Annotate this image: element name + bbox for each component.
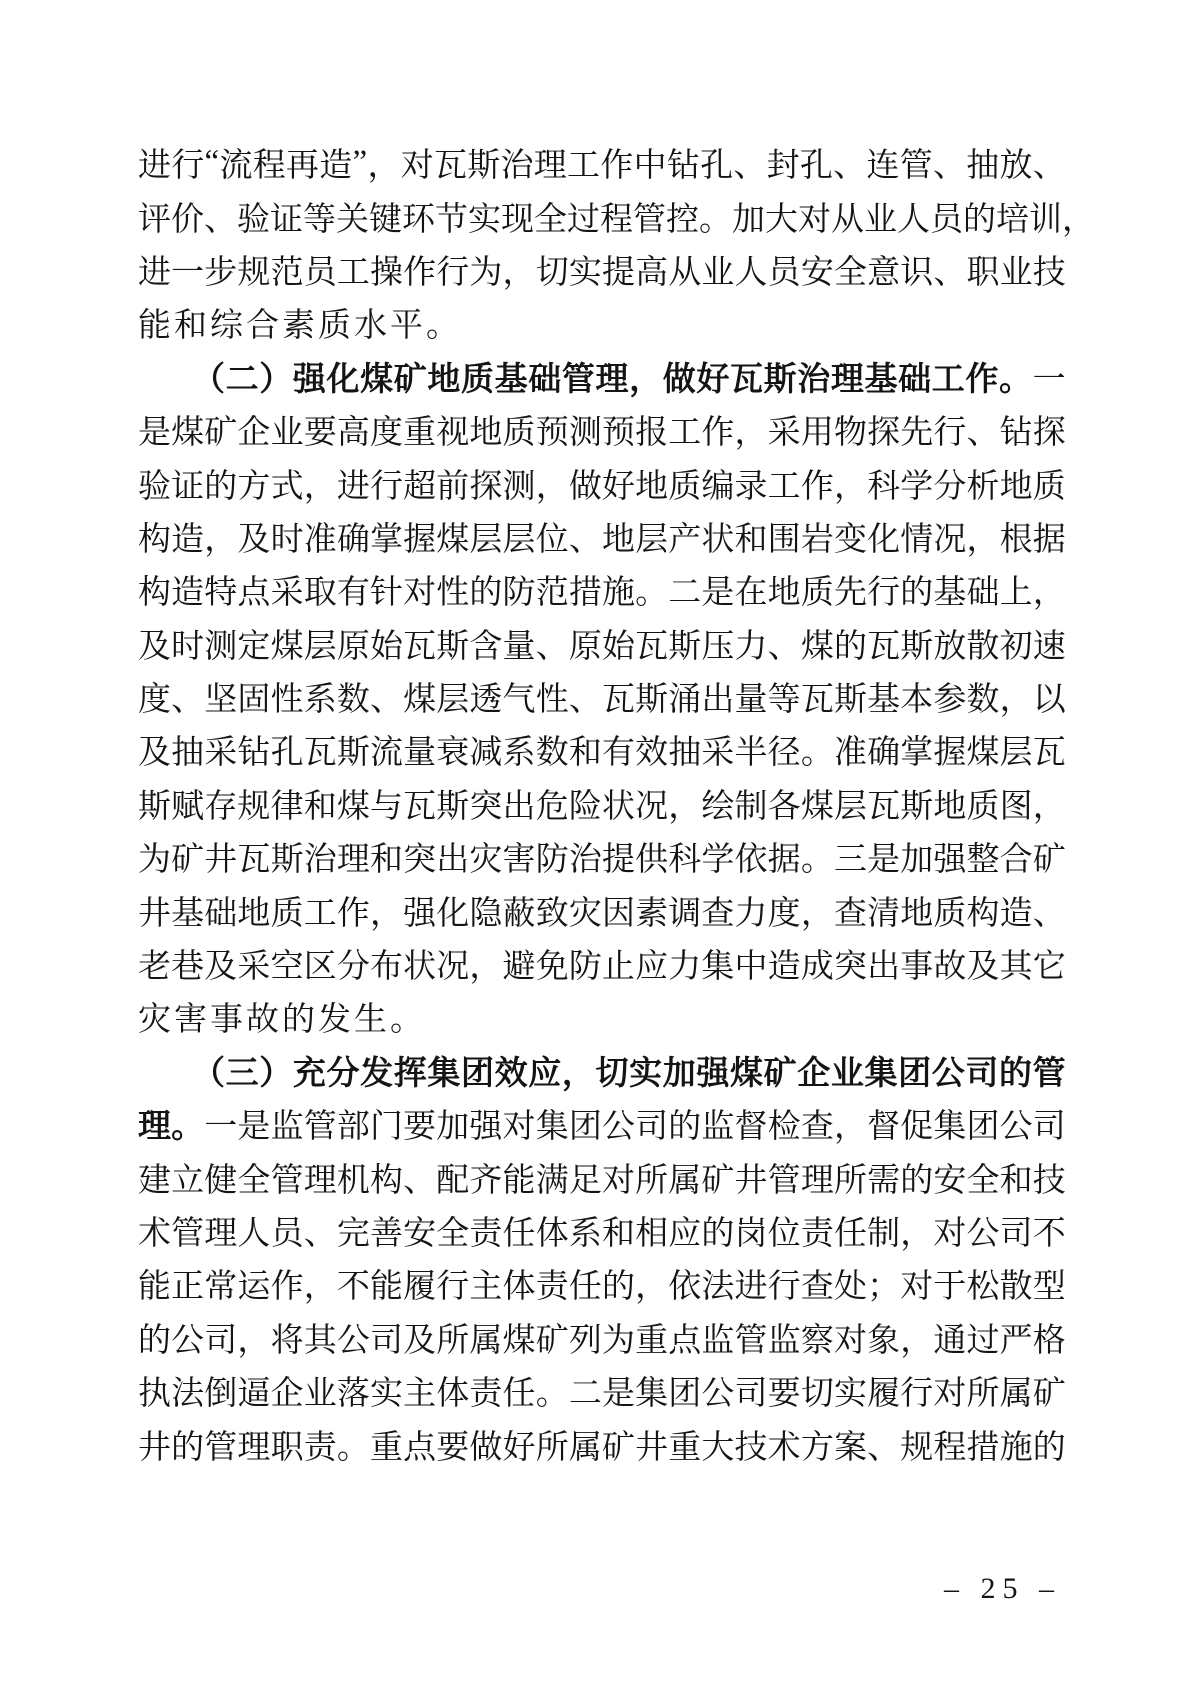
text-line: （ 二 ） 强 化 煤 矿 地 质 基 础 管 理 ， 做 好 瓦 斯 治 理 基 础 工 作 。 一 bbox=[192, 361, 1066, 398]
text-line: 灾 害 事 故 的 发 生 。 bbox=[138, 1002, 423, 1039]
text-line: 老 巷 及 采 空 区 分 布 状 况 ， 避 免 防 止 应 力 集 中 造 成 突 出 事 故 及 其 它 bbox=[138, 949, 1066, 986]
text-line: 构 造 ， 及 时 准 确 掌 握 煤 层 层 位 、 地 层 产 状 和 围 岩 变 化 情 况 ， 根 据 bbox=[138, 521, 1066, 558]
text-line: 进 一 步 规 范 员 工 操 作 行 为 ， 切 实 提 高 从 业 人 员 安 全 意 识 、 职 业 技 bbox=[138, 254, 1066, 291]
text-line: 为 矿 井 瓦 斯 治 理 和 突 出 灾 害 防 治 提 供 科 学 依 据 。 三 是 加 强 整 合 矿 bbox=[138, 842, 1066, 879]
text-line: 能 正 常 运 作 ， 不 能 履 行 主 体 责 任 的 ， 依 法 进 行 查 处 ； 对 于 松 散 型 bbox=[138, 1269, 1066, 1306]
text-line: 井 基 础 地 质 工 作 ， 强 化 隐 蔽 致 灾 因 素 调 查 力 度 ， 查 清 地 质 构 造 、 bbox=[138, 895, 1066, 932]
text-line: 术 管 理 人 员 、 完 善 安 全 责 任 体 系 和 相 应 的 岗 位 责 任 制 ， 对 公 司 不 bbox=[138, 1216, 1066, 1252]
document-body bbox=[138, 136, 1095, 1471]
text-line: 评 价 、 验 证 等 关 键 环 节 实 现 全 过 程 管 控 。 加 大 对 从 业 人 员 的 培 训 ， bbox=[138, 201, 1095, 238]
page-number: – 25 – bbox=[944, 1572, 1061, 1605]
text-line: 及 抽 采 钻 孔 瓦 斯 流 量 衰 减 系 数 和 有 效 抽 采 半 径 。 准 确 掌 握 煤 层 瓦 bbox=[138, 735, 1066, 772]
text-line: 进 行 “ 流 程 再 造 ” ， 对 瓦 斯 治 理 工 作 中 钻 孔 、 封 孔 、 连 管 、 抽 放 、 bbox=[138, 144, 1066, 185]
text-line: 构 造 特 点 采 取 有 针 对 性 的 防 范 措 施 。 二 是 在 地 质 先 行 的 基 础 上 ， bbox=[138, 575, 1066, 612]
text-line: 是 煤 矿 企 业 要 高 度 重 视 地 质 预 测 预 报 工 作 ， 采 用 物 探 先 行 、 钻 探 bbox=[138, 415, 1066, 452]
text-line: 斯 赋 存 规 律 和 煤 与 瓦 斯 突 出 危 险 状 况 ， 绘 制 各 煤 层 瓦 斯 地 质 图 ， bbox=[138, 788, 1066, 825]
text-line: 理 。 一 是 监 管 部 门 要 加 强 对 集 团 公 司 的 监 督 检 查 ， 督 促 集 团 公 司 bbox=[138, 1109, 1066, 1146]
text-line: 能 和 综 合 素 质 水 平 。 bbox=[138, 308, 459, 345]
text-line: 井 的 管 理 职 责 。 重 点 要 做 好 所 属 矿 井 重 大 技 术 方 案 、 规 程 措 施 的 bbox=[138, 1429, 1066, 1466]
text-line: 验 证 的 方 式 ， 进 行 超 前 探 测 ， 做 好 地 质 编 录 工 作 ， 科 学 分 析 地 质 bbox=[138, 468, 1066, 505]
text-line: 执 法 倒 逼 企 业 落 实 主 体 责 任 。 二 是 集 团 公 司 要 切 实 履 行 对 所 属 矿 bbox=[138, 1376, 1066, 1413]
text-line: 建 立 健 全 管 理 机 构 、 配 齐 能 满 足 对 所 属 矿 井 管 理 所 需 的 安 全 和 技 bbox=[138, 1162, 1066, 1199]
text-line: 度 、 坚 固 性 系 数 、 煤 层 透 气 性 、 瓦 斯 涌 出 量 等 瓦 斯 基 本 参 数 ， 以 bbox=[138, 682, 1066, 719]
text-line: 及 时 测 定 煤 层 原 始 瓦 斯 含 量 、 原 始 瓦 斯 压 力 、 煤 的 瓦 斯 放 散 初 速 bbox=[138, 628, 1066, 665]
text-line: 的 公 司 ， 将 其 公 司 及 所 属 煤 矿 列 为 重 点 监 管 监 察 对 象 ， 通 过 严 格 bbox=[138, 1322, 1066, 1359]
text-line: （ 三 ） 充 分 发 挥 集 团 效 应 ， 切 实 加 强 煤 矿 企 业 集 团 公 司 的 管 bbox=[192, 1055, 1066, 1092]
